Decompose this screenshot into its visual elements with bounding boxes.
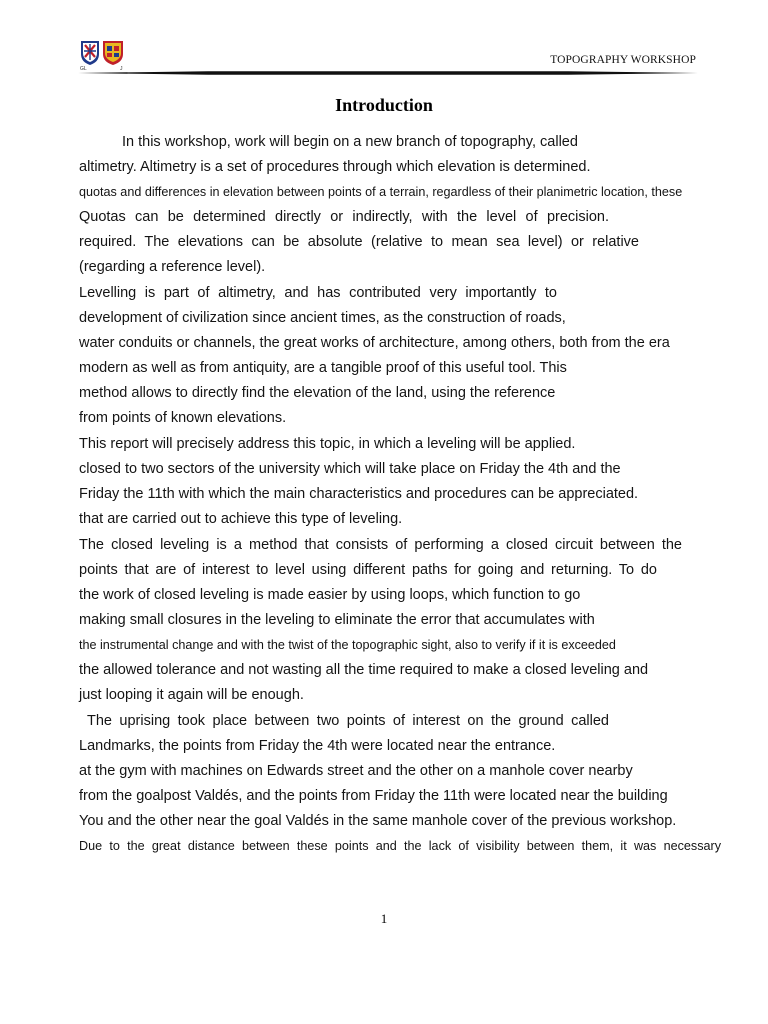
university-logo bbox=[79, 40, 125, 70]
body-line: Landmarks, the points from Friday the 4th were located near the entrance. bbox=[79, 738, 556, 754]
body-line: at the gym with machines on Edwards street and the other on a manhole cover nearby bbox=[79, 763, 633, 779]
document-title: Introduction bbox=[335, 95, 433, 115]
body-line: quotas and differences in elevation between points of a terrain, regardless of their planimetric location, these bbox=[79, 185, 683, 199]
body-line: closed to two sectors of the university which will take place on Friday the 4th and the bbox=[79, 461, 621, 477]
page-number: 1 bbox=[380, 911, 388, 926]
body-line: making small closures in the leveling to eliminate the error that accumulates with bbox=[79, 612, 595, 628]
body-line: development of civilization since ancient times, as the construction of roads, bbox=[79, 310, 566, 326]
body-line: from the goalpost Valdés, and the points from Friday the 11th were located near the building bbox=[79, 788, 668, 804]
body-line: just looping it again will be enough. bbox=[79, 687, 304, 703]
body-line: This report will precisely address this topic, in which a leveling will be applied. bbox=[79, 436, 576, 452]
header-title: TOPOGRAPHY WORKSHOP bbox=[550, 54, 696, 66]
body-line: Quotas can be determined directly or indirectly, with the level of precision. bbox=[79, 209, 609, 225]
body-line: method allows to directly find the elevation of the land, using the reference bbox=[79, 385, 556, 401]
body-line: The closed leveling is a method that consists of performing a closed circuit between the bbox=[79, 537, 682, 553]
body-line: from points of known elevations. bbox=[79, 410, 287, 426]
logo-text-left: GL bbox=[80, 66, 87, 70]
logo-text-right: J bbox=[120, 66, 123, 70]
header-divider bbox=[78, 70, 698, 76]
body-line: the work of closed leveling is made easier by using loops, which function to go bbox=[79, 587, 581, 603]
body-line: You and the other near the goal Valdés in the same manhole cover of the previous workshop. bbox=[79, 813, 677, 829]
body-line: The uprising took place between two points of interest on the ground called bbox=[87, 713, 609, 729]
body-line: water conduits or channels, the great works of architecture, among others, both from the era bbox=[79, 335, 670, 351]
body-line: the allowed tolerance and not wasting all the time required to make a closed leveling and bbox=[79, 662, 649, 678]
body-line: Due to the great distance between these points and the lack of visibility between them, it was necessary bbox=[79, 839, 721, 853]
body-line: Friday the 11th with which the main characteristics and procedures can be appreciated. bbox=[79, 486, 639, 502]
body-line: required. The elevations can be absolute (relative to mean sea level) or relative bbox=[79, 234, 639, 250]
body-line: Levelling is part of altimetry, and has contributed very importantly to bbox=[79, 285, 557, 301]
body-line: the instrumental change and with the twist of the topographic sight, also to verify if it is exceeded bbox=[79, 638, 616, 652]
body-line: modern as well as from antiquity, are a tangible proof of this useful tool. This bbox=[79, 360, 567, 376]
body-line: points that are of interest to level using different paths for going and returning. To do bbox=[79, 562, 657, 578]
body-line: (regarding a reference level). bbox=[79, 259, 266, 275]
body-line: In this workshop, work will begin on a new branch of topography, called bbox=[122, 134, 578, 150]
body-line: altimetry. Altimetry is a set of procedures through which elevation is determined. bbox=[79, 159, 591, 175]
body-line: that are carried out to achieve this type of leveling. bbox=[79, 511, 403, 527]
